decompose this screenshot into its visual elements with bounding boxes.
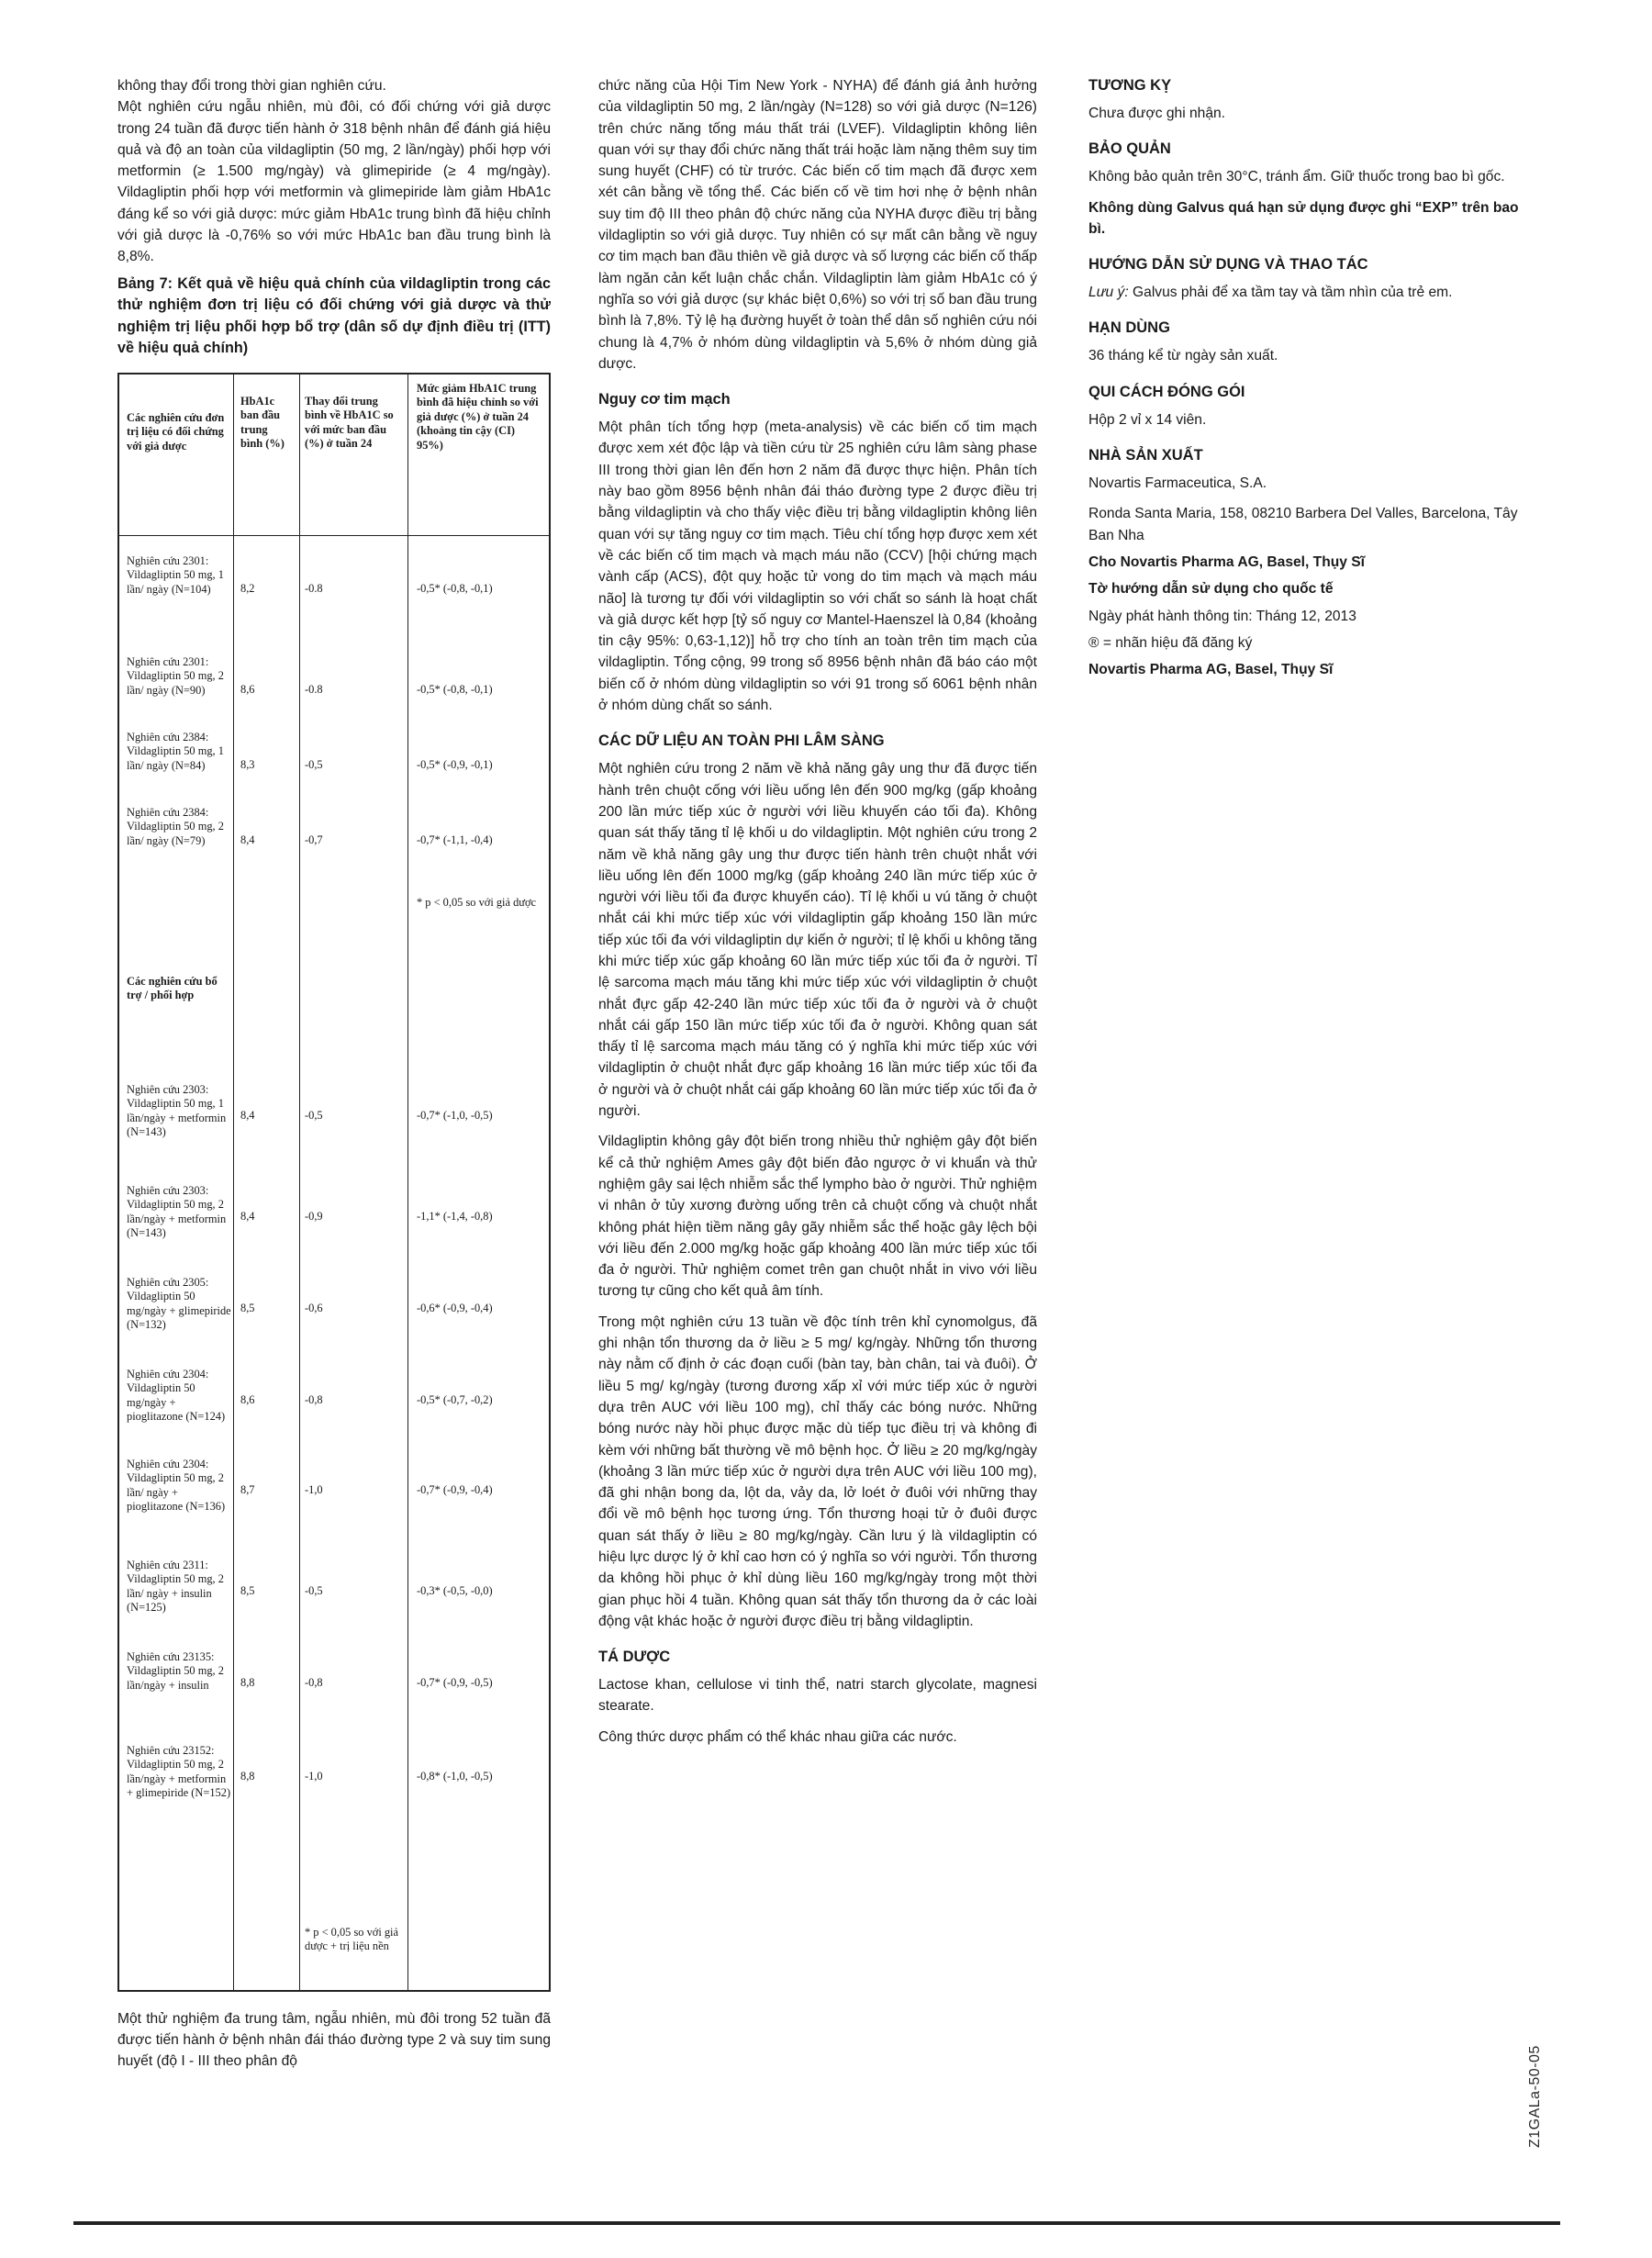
table-row-adjusted: -0,6* (-0,9, -0,4) xyxy=(417,1301,493,1314)
table-row-adjusted: -0,8* (-1,0, -0,5) xyxy=(417,1769,493,1783)
table-row-change: -1,0 xyxy=(305,1769,323,1783)
table-row-study: Nghiên cứu 2303: Vildagliptin 50 mg, 1 lần/ngày + metformin (N=143) xyxy=(127,1082,227,1139)
table-footnote-2: * p < 0,05 so với giả dược + trị liệu nền xyxy=(305,1925,398,1953)
table-7-caption: Bảng 7: Kết quả về hiệu quả chính của vildagliptin trong các thử nghiệm đơn trị liệu có đối chứng với giả dược và thử nghiệm trị liệu phối hợp bổ trợ (dân số dự định điều trị (ITT) về hiệu quả chính) xyxy=(117,274,551,357)
bottom-rule xyxy=(73,2221,1560,2225)
paragraph-continued: không thay đổi trong thời gian nghiên cứu. xyxy=(117,78,386,94)
heading-packaging: QUI CÁCH ĐÓNG GÓI xyxy=(1088,383,1245,400)
table-row-study: Nghiên cứu 2384: Vildagliptin 50 mg, 1 lần/ ngày (N=84) xyxy=(127,730,224,772)
column-middle xyxy=(598,75,1037,1748)
table-row-baseline: 8,8 xyxy=(240,1769,255,1783)
trademark-note: ® = nhãn hiệu đã đăng ký xyxy=(1088,634,1253,651)
international-leaflet: Tờ hướng dẫn sử dụng cho quốc tế xyxy=(1088,581,1334,598)
heading-incompatibilities: TƯƠNG KỴ xyxy=(1088,77,1172,94)
table-header-change: Thay đổi trung bình về HbA1C so với mức ban đầu (%) ở tuần 24 xyxy=(305,394,394,451)
table-section-addon: Các nghiên cứu bổ trợ / phối hợp xyxy=(127,974,218,1002)
paragraph-lvef: chức năng của Hội Tim New York - NYHA) để đánh giá ảnh hưởng của vildagliptin 50 mg, 2 lần/ngày (N=128) so với giả dược (N=126) trên chức năng tống máu thất trái (LVEF). Vildagliptin không liên quan với sự thay đổi chức năng thất trái hoặc làm nặng thêm suy tim sung huyết (CHF) có từ trước. Các biến cố tim mạch đã được xem xét cân bằng về tổng thể. Các biến cố về tim hơi nhẹ ở bệnh nhân suy tim độ III theo phân độ chức năng của NYHA được điều trị bằng vildagliptin so với giả dược. Tuy nhiên có sự mất cân bằng về nguy cơ tim mạch ban đầu thiên về giả dược và số lượng các biến cố thấp làm ngăn cản kết luận chắc chắn. Vildagliptin làm giảm HbA1c có ý nghĩa so với giả dược (sự khác biệt 0,6%) so với trị số ban đầu trung bình là 7,8%. Tỷ lệ hạ đường huyết ở toàn thể dân số nghiên cứu nói chung là 4,7% ở nhóm dùng vildagliptin và 5,6% ở nhóm dùng giả dược. xyxy=(598,78,1037,372)
issue-date: Ngày phát hành thông tin: Tháng 12, 2013 xyxy=(1088,608,1356,624)
table-row-change: -0,8 xyxy=(305,1675,323,1689)
table-row-study: Nghiên cứu 2303: Vildagliptin 50 mg, 2 lần/ngày + metformin (N=143) xyxy=(127,1183,227,1240)
table-row-change: -0,9 xyxy=(305,1209,323,1223)
paragraph-meta-analysis: Một phân tích tổng hợp (meta-analysis) về các biến cố tim mạch được xem xét độc lập và tiền cứu từ 25 nghiên cứu lâm sàng phase III trong thời gian lên đến hơn 2 năm đã được thực hiện. Phân tích này bao gồm 8956 bệnh nhân đái tháo đường type 2 được điều trị bằng vildagliptin và cho thấy việc điều trị bằng vildagliptin không liên quan với sự tăng nguy cơ tim mạch. Tiêu chí tổng hợp được xem xét về các biến cố tim mạch và mạch máu não (CCV) [hội chứng mạch vành cấp (ACS), đột quỵ hoặc tử vong do tim mạch và mạch máu não] là tương tự đối với vildagliptin so với chất so sánh là hoạt chất và giả dược kết hợp [tỷ số nguy cơ Mantel-Haenszel là 0,84 (khoảng tin cậy 95%: 0,63-1,12)] hỗ trợ cho tính an toàn trên tim mạch của vildagliptin. Tổng cộng, 99 trong số 8956 bệnh nhân đã báo cáo một biến cố ở nhóm dùng vildagliptin so với 91 trong số 6061 bệnh nhân ở nhóm dùng chất so sánh. xyxy=(598,419,1037,714)
paragraph-triple-therapy-study: Một nghiên cứu ngẫu nhiên, mù đôi, có đối chứng với giả dược trong 24 tuần đã được tiến hành ở 318 bệnh nhân để đánh giá hiệu quả và độ an toàn của vildagliptin (50 mg, 2 lần/ngày) phối hợp với metformin (≥ 1.500 mg/ngày) và glimepiride (≥ 4 mg/ngày). Vildagliptin phối hợp với metformin và glimepiride làm giảm HbA1c đáng kể so với giả dược: mức giảm HbA1c trung bình đã hiệu chỉnh với giả dược là -0,76% so với mức HbA1c ban đầu trung bình là 8,8%. xyxy=(117,99,551,265)
column-left xyxy=(117,75,551,2073)
table-header-adjusted: Mức giảm HbA1C trung bình đã hiệu chỉnh so với giả dược (%) ở tuần 24 (khoảng tin cậy (CI) 95%) xyxy=(417,381,539,453)
table-row-change: -0,6 xyxy=(305,1301,323,1314)
table-row-adjusted: -0,7* (-0,9, -0,4) xyxy=(417,1482,493,1496)
table-row-baseline: 8,4 xyxy=(240,1108,255,1122)
table-row-study: Nghiên cứu 2384: Vildagliptin 50 mg, 2 lần/ ngày (N=79) xyxy=(127,805,224,847)
table-row-adjusted: -0,7* (-1,1, -0,4) xyxy=(417,833,493,846)
table-row-study: Nghiên cứu 2304: Vildagliptin 50 mg/ngày + pioglitazone (N=124) xyxy=(127,1367,226,1424)
table-row-change: -0.8 xyxy=(305,581,323,595)
document-code: Z1GALa-50-05 xyxy=(1527,2045,1543,2148)
paragraph-packaging: Hộp 2 vỉ x 14 viên. xyxy=(1088,411,1207,428)
novartis-basel: Novartis Pharma AG, Basel, Thụy Sĩ xyxy=(1088,662,1334,678)
table-row-study: Nghiên cứu 2301: Vildagliptin 50 mg, 2 lần/ ngày (N=90) xyxy=(127,654,224,697)
table-row-change: -1,0 xyxy=(305,1482,323,1496)
table-row-baseline: 8,6 xyxy=(240,682,255,696)
column-right xyxy=(1088,75,1527,680)
table-row-baseline: 8,3 xyxy=(240,757,255,771)
table-row-change: -0,5 xyxy=(305,757,323,771)
paragraph-excipients: Lactose khan, cellulose vi tinh thể, natri starch glycolate, magnesi stearate. xyxy=(598,1677,1037,1715)
table-row-study: Nghiên cứu 2305: Vildagliptin 50 mg/ngày + glimepiride (N=132) xyxy=(127,1275,231,1332)
table-row-study: Nghiên cứu 23152: Vildagliptin 50 mg, 2 lần/ngày + metformin + glimepiride (N=152) xyxy=(127,1743,231,1800)
heading-shelf-life: HẠN DÙNG xyxy=(1088,319,1170,337)
table-row-study: Nghiên cứu 2304: Vildagliptin 50 mg, 2 lần/ ngày + pioglitazone (N=136) xyxy=(127,1457,226,1514)
heading-handling: HƯỚNG DẪN SỬ DỤNG VÀ THAO TÁC xyxy=(1088,256,1368,274)
table-row-adjusted: -0,5* (-0,9, -0,1) xyxy=(417,757,493,771)
heading-storage: BẢO QUẢN xyxy=(1088,140,1171,158)
table-row-baseline: 8,8 xyxy=(240,1675,255,1689)
heading-cardiovascular-risk: Nguy cơ tim mạch xyxy=(598,391,731,408)
table-row-change: -0,5 xyxy=(305,1108,323,1122)
table-row-baseline: 8,5 xyxy=(240,1301,255,1314)
table-row-change: -0,5 xyxy=(305,1583,323,1597)
heading-nonclinical-safety: CÁC DỮ LIỆU AN TOÀN PHI LÂM SÀNG xyxy=(598,732,885,750)
table-row-study: Nghiên cứu 23135: Vildagliptin 50 mg, 2 lần/ngày + insulin xyxy=(127,1649,224,1692)
table-row-change: -0.8 xyxy=(305,682,323,696)
table-header-baseline: HbA1c ban đầu trung bình (%) xyxy=(240,394,285,451)
efficacy-table xyxy=(117,373,551,1992)
table-row-study: Nghiên cứu 2301: Vildagliptin 50 mg, 1 lần/ ngày (N=104) xyxy=(127,553,224,596)
table-row-baseline: 8,4 xyxy=(240,833,255,846)
expiry-warning: Không dùng Galvus quá hạn sử dụng được ghi “EXP” trên bao bì. xyxy=(1088,199,1519,237)
table-footnote: * p < 0,05 so với giả dược xyxy=(417,895,537,909)
for-novartis: Cho Novartis Pharma AG, Basel, Thụy Sĩ xyxy=(1088,553,1365,570)
table-row-change: -0,8 xyxy=(305,1392,323,1406)
table-row-adjusted: -0,3* (-0,5, -0,0) xyxy=(417,1583,493,1597)
note-text: Galvus phải để xa tầm tay và tầm nhìn của trẻ em. xyxy=(1128,285,1453,301)
paragraph-shelf-life: 36 tháng kể từ ngày sản xuất. xyxy=(1088,348,1278,364)
table-row-adjusted: -0,7* (-0,9, -0,5) xyxy=(417,1675,493,1689)
table-row-baseline: 8,7 xyxy=(240,1482,255,1496)
table-row-baseline: 8,4 xyxy=(240,1209,255,1223)
table-row-adjusted: -0,5* (-0,8, -0,1) xyxy=(417,581,493,595)
table-row-baseline: 8,6 xyxy=(240,1392,255,1406)
note-label: Lưu ý: xyxy=(1088,285,1129,301)
table-row-adjusted: -0,7* (-1,0, -0,5) xyxy=(417,1108,493,1122)
heading-excipients: TÁ DƯỢC xyxy=(598,1649,671,1666)
manufacturer-address: Ronda Santa Maria, 158, 08210 Barbera Del Valles, Barcelona, Tây Ban Nha xyxy=(1088,506,1518,543)
table-row-baseline: 8,2 xyxy=(240,581,255,595)
paragraph-incompatibilities: Chưa được ghi nhận. xyxy=(1088,106,1226,121)
paragraph-carcinogenicity: Một nghiên cứu trong 2 năm về khả năng gây ung thư đã được tiến hành trên chuột cống với liều uống lên đến 900 mg/kg (gấp khoảng 200 lần mức tiếp xúc ở người với liều khuyến cáo tối đa). Không quan sát thấy tăng tỉ lệ khối u do vildagliptin. Một nghiên cứu trong 2 năm về khả năng gây ung thư được tiến hành trên chuột nhắt với liều uống lên đến 1000 mg/kg (gấp khoảng 240 lần mức tiếp xúc ở người với liều tối đa được khuyến cáo). Tỉ lệ khối u vú tăng ở chuột nhắt cái khi mức tiếp xúc với vildagliptin gấp khoảng 150 lần mức tiếp xúc tối đa với vildagliptin dự kiến ở người; tỉ lệ khối u không tăng khi mức tiếp xúc gấp khoảng 60 lần mức tiếp xúc tối đa ở người. Tỉ lệ sarcoma mạch máu tăng khi mức tiếp xúc với vildagliptin ở chuột nhắt đực gấp 42-240 lần mức tiếp xúc tối đa ở người và ở chuột nhắt cái gấp 150 lần mức tiếp xúc tối đa ở người. Không quan sát thấy tỉ lệ sarcoma mạch máu tăng có ý nghĩa khi mức tiếp xúc với vildagliptin ở chuột nhắt đực gấp khoảng 16 lần mức tiếp xúc tối đa ở người và ở chuột nhắt cái gấp khoảng 60 lần mức tiếp xúc tối đa ở người. xyxy=(598,761,1037,1120)
table-row-baseline: 8,5 xyxy=(240,1583,255,1597)
table-row-change: -0,7 xyxy=(305,833,323,846)
paragraph-handling xyxy=(1088,282,1527,303)
heading-manufacturer: NHÀ SẢN XUẤT xyxy=(1088,447,1203,464)
paragraph-skin-lesions: Trong một nghiên cứu 13 tuần về độc tính trên khỉ cynomolgus, đã ghi nhận tổn thương da ở liều ≥ 5 mg/ kg/ngày. Những tổn thương này nằm cố định ở các đoạn cuối (bàn tay, bàn chân, tai và đuôi). Ở liều 5 mg/ kg/ngày (tương đương xấp xỉ với mức tiếp xúc ở người dựa trên AUC với liều 100 mg), chỉ thấy các bóng nước. Những bóng nước này hồi phục được mặc dù tiếp tục điều trị và không đi kèm với những bất thường về mô bệnh học. Ở liều ≥ 20 mg/kg/ngày (khoảng 3 lần mức tiếp xúc ở người dựa trên AUC với liều 100 mg), đã ghi nhận bong da, lột da, vảy da, lở loét ở đuôi với những thay đổi về mô bệnh học tương ứng. Tổn thương hoại tử ở đuôi được quan sát thấy ở liều ≥ 80 mg/kg/ngày. Cần lưu ý là vildagliptin có hiệu lực dược lý ở khỉ cao hơn có ý nghĩa so với người. Tổn thương da không hồi phục ở khỉ dùng liều 160 mg/kg/ngày trong một thời gian phục hồi 4 tuần. Không quan sát thấy tổn thương da ở các loài động vật khác hoặc ở người được điều trị bằng vildagliptin. xyxy=(598,1313,1037,1629)
paragraph-chf-study: Một thử nghiệm đa trung tâm, ngẫu nhiên, mù đôi trong 52 tuần đã được tiến hành ở bệnh nhân đái tháo đường type 2 và suy tim sung huyết (độ I - III theo phân độ xyxy=(117,2010,551,2070)
table-row-adjusted: -0,5* (-0,7, -0,2) xyxy=(417,1392,493,1406)
paragraph-mutagenicity: Vildagliptin không gây đột biến trong nhiều thử nghiệm gây đột biến kể cả thử nghiệm Ames gây đột biến đảo ngược ở vi khuẩn và thử nghiệm gây sai lệch nhiễm sắc thể lympho bào ở người. Thử nghiệm vi nhân ở tủy xương đường uống trên cả chuột cống và chuột nhắt không phát hiện tiềm năng gây gãy nhiễm sắc thể hoặc gây lệch bội với liều đến 2.000 mg/kg hoặc gấp khoảng 400 lần mức tiếp xúc tối đa ở người. Thử nghiệm comet trên gan chuột nhắt in vivo với liều tương tự cũng cho kết quả âm tính. xyxy=(598,1134,1037,1300)
paragraph-formula-note: Công thức dược phẩm có thể khác nhau giữa các nước. xyxy=(598,1728,957,1745)
table-header-study: Các nghiên cứu đơn trị liệu có đối chứng với giả dược xyxy=(127,410,225,453)
table-row-study: Nghiên cứu 2311: Vildagliptin 50 mg, 2 lần/ ngày + insulin (N=125) xyxy=(127,1558,224,1615)
table-row-adjusted: -1,1* (-1,4, -0,8) xyxy=(417,1209,493,1223)
paragraph-storage: Không bảo quản trên 30°C, tránh ẩm. Giữ thuốc trong bao bì gốc. xyxy=(1088,169,1505,185)
table-row-adjusted: -0,5* (-0,8, -0,1) xyxy=(417,682,493,696)
manufacturer-name: Novartis Farmaceutica, S.A. xyxy=(1088,475,1267,492)
